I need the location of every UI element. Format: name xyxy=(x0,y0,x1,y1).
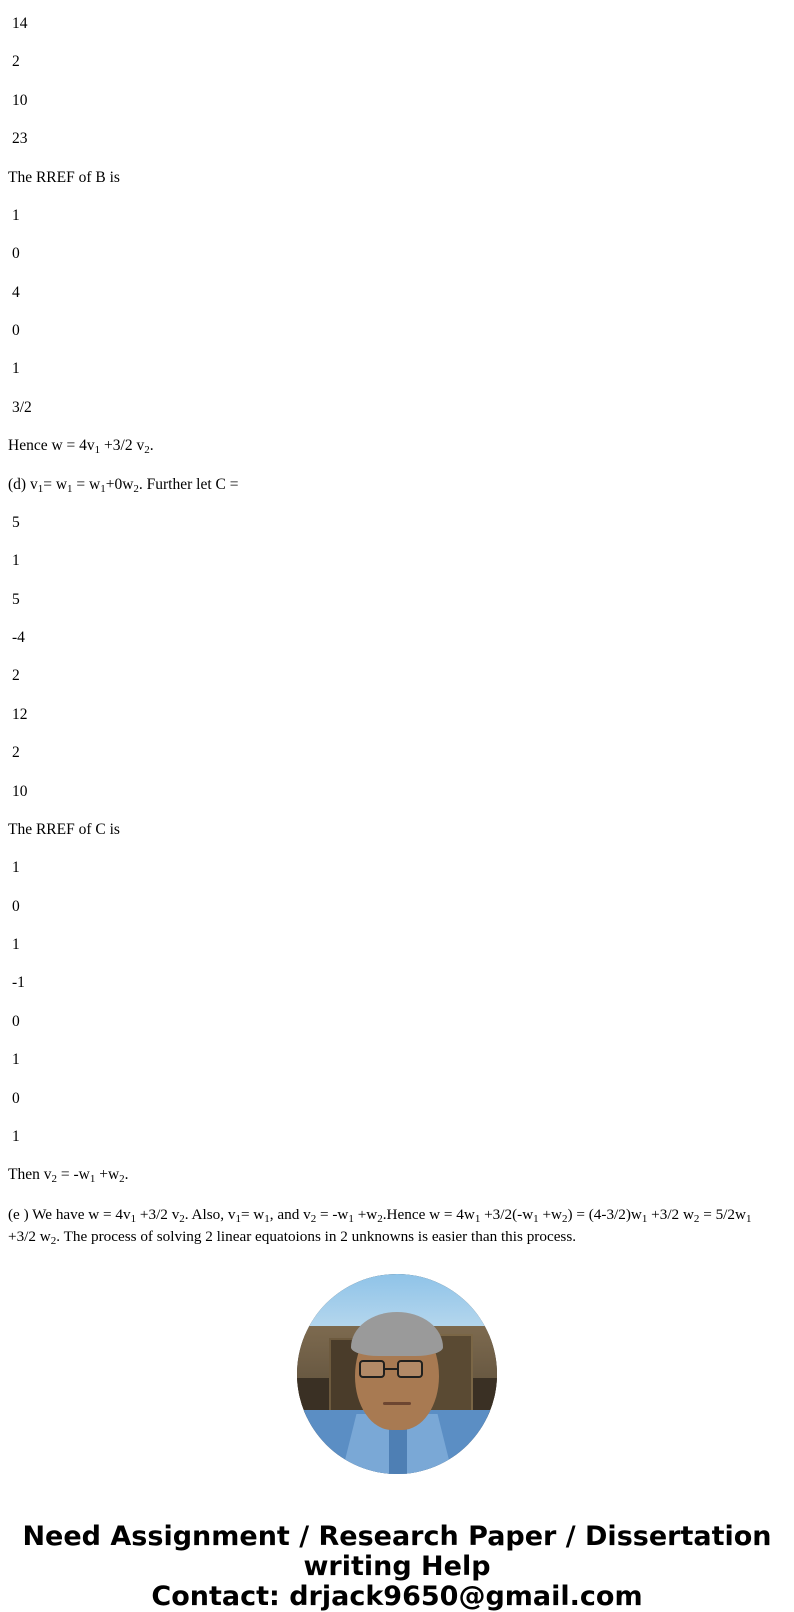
part-e-seg10: +w xyxy=(538,1205,563,1223)
subscript: 1 xyxy=(94,444,101,457)
part-e-seg13: = 5/2w xyxy=(699,1205,746,1223)
rref-b-heading: The RREF of B is xyxy=(8,168,120,186)
matrix-entry: 1 xyxy=(12,360,20,378)
subscript: 2 xyxy=(693,1212,700,1225)
matrix-entry: -4 xyxy=(12,629,25,646)
subscript: 1 xyxy=(745,1212,752,1225)
part-e-seg4: = w xyxy=(240,1205,265,1223)
subscript: 1 xyxy=(67,482,73,495)
matrix-entry: -1 xyxy=(12,974,25,992)
part-d-prefix: (d) v xyxy=(8,475,38,493)
matrix-entry: 0 xyxy=(12,245,20,263)
matrix-entry: 0 xyxy=(12,1089,20,1107)
subscript: 1 xyxy=(235,1212,241,1225)
matrix-entry: 2 xyxy=(12,667,20,685)
matrix-entry: 1 xyxy=(12,552,20,570)
hence-w-prefix: Hence w = 4v xyxy=(8,437,95,455)
subscript: 2 xyxy=(51,1173,57,1186)
matrix-entry: 12 xyxy=(12,705,28,723)
eyeglasses-icon xyxy=(359,1360,385,1378)
hence-w-suffix: . xyxy=(149,437,154,455)
then-v2-t2: +w xyxy=(95,1166,120,1184)
matrix-entry: 0 xyxy=(12,1012,20,1030)
part-e-seg8: .Hence w = 4w xyxy=(382,1205,475,1223)
matrix-entry: 2 xyxy=(12,53,20,71)
part-d-line xyxy=(8,475,758,494)
part-e-seg7: +w xyxy=(353,1205,378,1223)
subscript: 2 xyxy=(133,482,139,495)
profile-photo xyxy=(297,1274,497,1474)
promo-line-2: writing Help xyxy=(303,1550,491,1582)
part-e-seg2: +3/2 v xyxy=(136,1205,180,1223)
matrix-entry: 3/2 xyxy=(12,398,32,416)
subscript: 1 xyxy=(533,1212,539,1225)
subscript: 1 xyxy=(130,1212,137,1225)
matrix-entry: 10 xyxy=(12,91,28,109)
subscript: 1 xyxy=(264,1212,270,1225)
matrix-entry: 10 xyxy=(12,782,28,800)
part-e-seg9: +3/2(-w xyxy=(480,1205,534,1223)
subscript: 2 xyxy=(179,1212,185,1225)
photo-tie xyxy=(389,1426,407,1474)
part-e-seg3: . Also, v xyxy=(184,1205,236,1223)
matrix-entry: 23 xyxy=(12,130,28,148)
matrix-entry: 4 xyxy=(12,283,20,301)
subscript: 1 xyxy=(100,482,106,495)
part-e-seg5: , and v xyxy=(269,1205,311,1223)
document-body xyxy=(0,14,794,1248)
matrix-entry: 14 xyxy=(12,15,28,32)
part-d-t1: = w xyxy=(43,475,68,493)
part-d-t3: +0w xyxy=(105,475,134,493)
part-d-t2: = w xyxy=(72,475,101,493)
rref-c-heading: The RREF of C is xyxy=(8,820,120,838)
subscript: 1 xyxy=(348,1212,354,1225)
subscript: 2 xyxy=(144,444,150,457)
matrix-entry: 0 xyxy=(12,897,20,915)
part-e-seg6: = -w xyxy=(316,1205,349,1223)
subscript: 1 xyxy=(89,1173,96,1186)
hence-w-equation xyxy=(8,436,758,455)
eyeglasses-bridge xyxy=(385,1368,397,1370)
then-v2-equation xyxy=(8,1165,758,1184)
matrix-entry: 1 xyxy=(12,859,20,877)
subscript: 1 xyxy=(474,1212,481,1225)
matrix-entry: 1 xyxy=(12,936,20,953)
matrix-entry: 1 xyxy=(12,1127,20,1145)
subscript: 2 xyxy=(377,1212,383,1225)
subscript: 2 xyxy=(50,1234,57,1247)
subscript: 2 xyxy=(310,1212,317,1225)
part-e-seg11: ) = (4-3/2)w xyxy=(567,1205,642,1223)
part-e-paragraph xyxy=(8,1204,758,1248)
matrix-entry: 5 xyxy=(12,590,20,608)
matrix-entry: 2 xyxy=(12,744,20,762)
subscript: 2 xyxy=(119,1173,125,1186)
eyeglasses-icon xyxy=(397,1360,423,1378)
subscript: 1 xyxy=(641,1212,648,1225)
then-v2-mid: = -w xyxy=(56,1166,90,1184)
part-e-seg14: +3/2 w xyxy=(8,1227,51,1245)
then-v2-suffix: . xyxy=(124,1166,129,1184)
promo-line-1: Need Assignment / Research Paper / Dissertation xyxy=(22,1520,772,1552)
photo-mouth xyxy=(383,1402,411,1405)
profile-photo-container xyxy=(0,1274,794,1474)
promo-banner xyxy=(0,1522,794,1612)
part-e-seg12: +3/2 w xyxy=(647,1205,694,1223)
part-d-t4: . Further let C = xyxy=(138,475,239,493)
part-e-seg1: (e ) We have w = 4v xyxy=(8,1205,131,1223)
part-e-seg15: . The process of solving 2 linear equatoions in 2 unknowns is easier than this process. xyxy=(56,1227,577,1245)
promo-line-3: Contact: drjack9650@gmail.com xyxy=(151,1581,643,1612)
matrix-entry: 0 xyxy=(12,322,20,339)
hence-w-mid: +3/2 v xyxy=(100,437,145,455)
matrix-entry: 1 xyxy=(12,1051,20,1069)
subscript: 2 xyxy=(562,1212,568,1225)
then-v2-prefix: Then v xyxy=(8,1166,52,1184)
subscript: 1 xyxy=(37,482,44,495)
matrix-entry: 1 xyxy=(12,206,20,224)
matrix-entry: 5 xyxy=(12,513,20,531)
